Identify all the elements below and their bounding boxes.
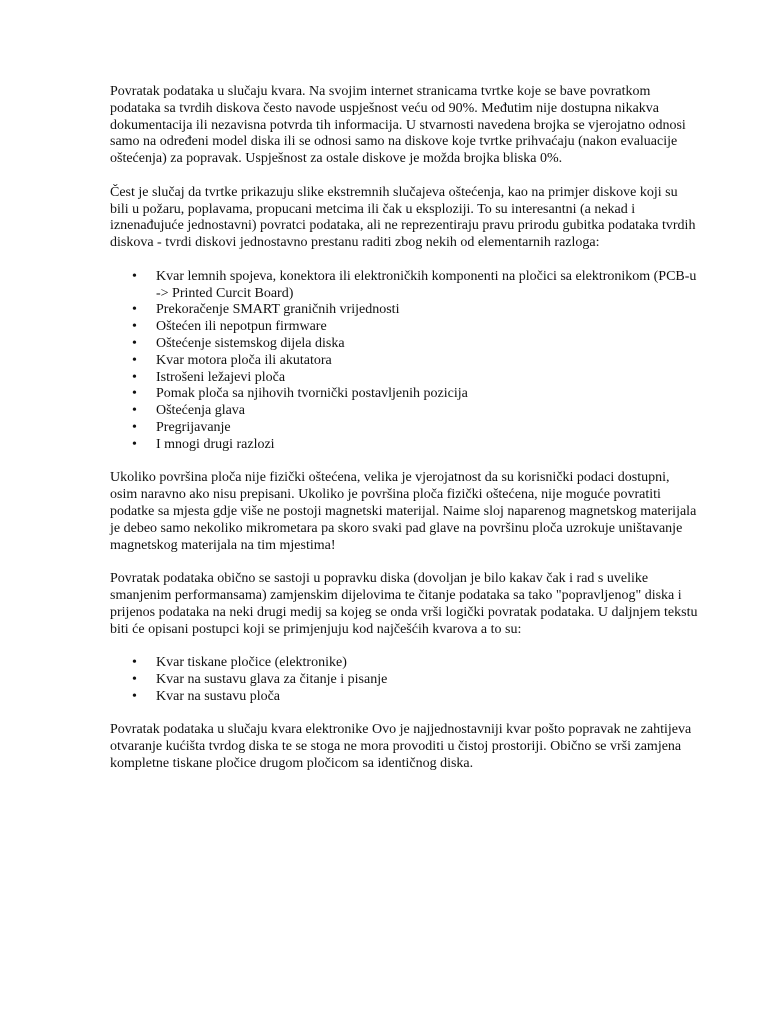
- list-item: • Kvar motora ploča ili akutatora: [156, 353, 698, 370]
- paragraph-intro: Povratak podataka u slučaju kvara. Na svojim internet stranicama tvrtke koje se bave povratkom podataka sa tvrdih diskova često navode uspješnost veću od 90%. Međutim nije dostupna nikakva dokumentacija ili nezavisna potvrda tih informacija. U stvarnosti navedena brojka se vjerojatno odnosi samo na određeni model diska ili se odnosi samo na diskove koje tvrtke prihvaćaju (nakon evaluacije oštećenja) za popravak. Uspješnost za ostale diskove je možda brojka bliska 0%.: [110, 84, 686, 167]
- failure-causes-list: [110, 269, 698, 454]
- paragraph-recovery-process: Povratak podataka obično se sastoji u popravku diska (dovoljan je bilo kakav čak i rad s uvelike smanjenim performansama) zamjenskim dijelovima te čitanje podataka sa tako "popravljenog" diska i prijenos podataka na neki drugi medij sa kojeg se onda vrši logički povratak podataka. U daljnjem tekstu biti će opisani postupci koji se primjenjuju kod najčešćih kvarova a to su:: [110, 571, 698, 637]
- list-item: • Oštećenje sistemskog dijela diska: [156, 336, 698, 353]
- paragraph-electronics-failure: Povratak podataka u slučaju kvara elektronike Ovo je najjednostavniji kvar pošto popravak ne zahtijeva otvaranje kućišta tvrdog diska te se stoga ne mora provoditi u čistoj prostoriji. Obično se vrši zamjena kompletne tiskane pločice drugom pločicom sa identičnog diska.: [110, 722, 692, 771]
- list-item: • Oštećenja glava: [156, 403, 698, 420]
- list-item: • Pregrijavanje: [156, 420, 698, 437]
- list-item: • Istrošeni ležajevi ploča: [156, 370, 698, 387]
- document-page: [110, 84, 698, 789]
- list-item: • Kvar lemnih spojeva, konektora ili elektroničkih komponenti na pločici sa elektronikom (PCB-u -> Printed Curcit Board): [156, 269, 698, 303]
- list-item: • Kvar na sustavu ploča: [156, 689, 698, 706]
- list-item: • Kvar tiskane pločice (elektronike): [156, 655, 698, 672]
- list-item: • Oštećen ili nepotpun firmware: [156, 319, 698, 336]
- list-item: • Pomak ploča sa njihovih tvornički postavljenih pozicija: [156, 386, 698, 403]
- list-item: • Prekoračenje SMART graničnih vrijednosti: [156, 302, 698, 319]
- list-item: • Kvar na sustavu glava za čitanje i pisanje: [156, 672, 698, 689]
- list-item: • I mnogi drugi razlozi: [156, 437, 698, 454]
- common-failures-list: [110, 655, 698, 705]
- paragraph-damage-cases: Čest je slučaj da tvrtke prikazuju slike ekstremnih slučajeva oštećenja, kao na primjer diskove koji su bili u požaru, poplavama, propucani metcima ili čak u eksploziji. To su interesantni (a nekad i iznenađujuće jednostavni) povratci podataka, ali ne reprezentiraju pravu prirodu gubitka podataka tvrdih diskova - tvrdi diskovi jednostavno prestanu raditi zbog nekih od elementarnih razloga:: [110, 184, 696, 251]
- paragraph-platter-surface: Ukoliko površina ploča nije fizički oštećena, velika je vjerojatnost da su korisnički podaci dostupni, osim naravno ako nisu prepisani. Ukoliko je površina ploča fizički oštećena, nije moguće povratiti podatke sa mjesta gdje više ne postoji magnetski materijal. Naime sloj naparenog magnetskog materijala je debeo samo nekoliko mikrometara pa skoro svaki pad glave na površinu ploča uzrokuje uništavanje magnetskog materijala na tim mjestima!: [110, 470, 697, 553]
